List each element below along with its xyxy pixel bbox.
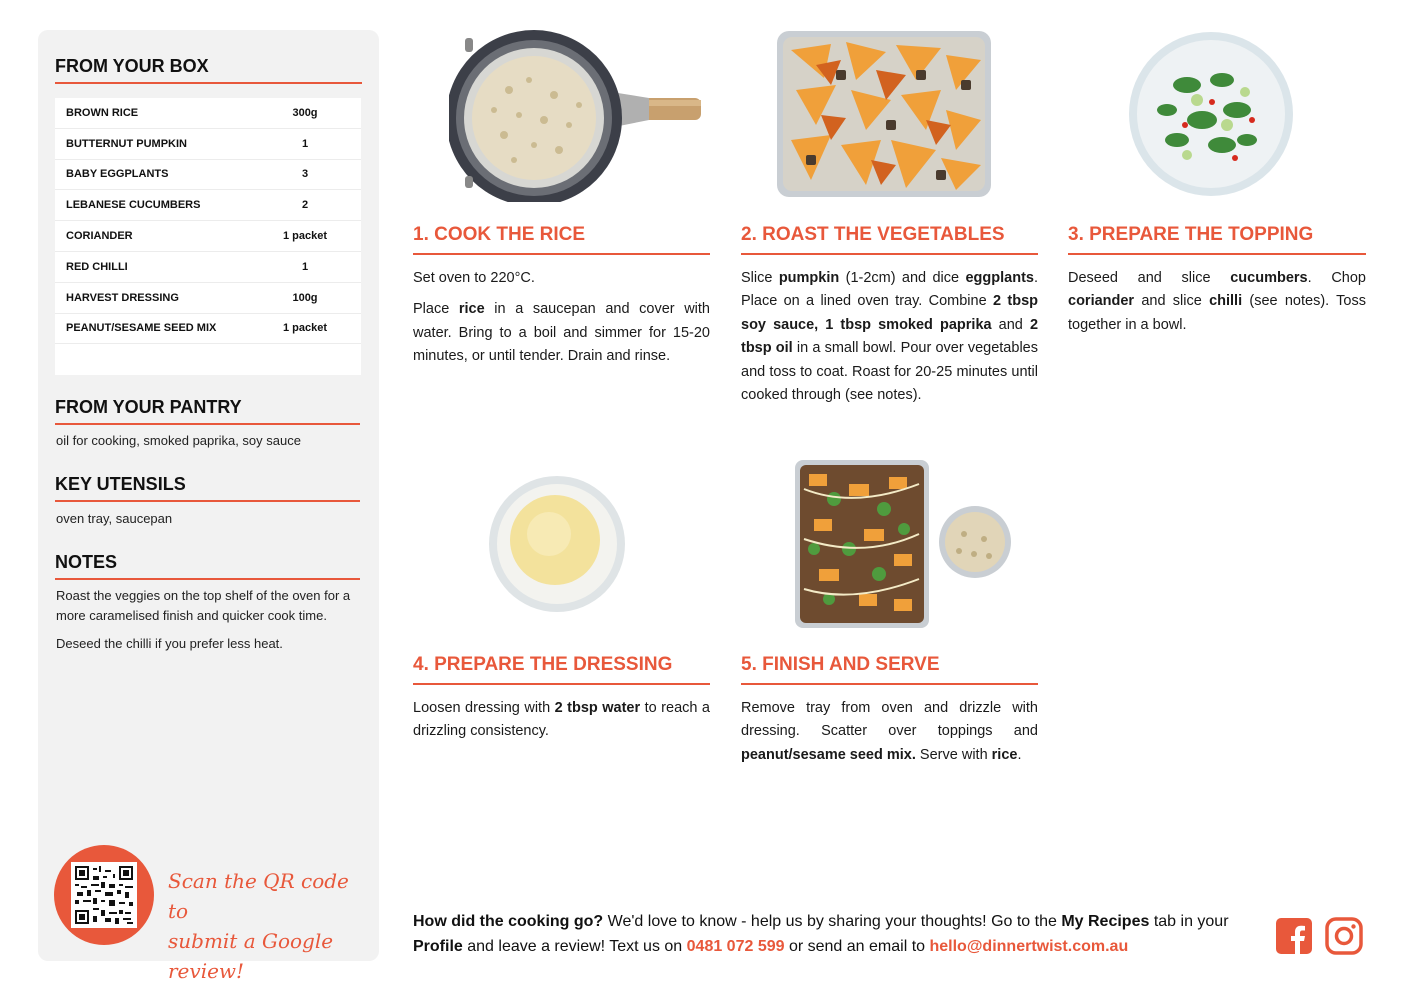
from-your-box-heading: FROM YOUR BOX (55, 56, 209, 76)
step-4-para-1: Loosen dressing with 2 tbsp water to reach a drizzling consistency. (413, 700, 710, 740)
step-1-para-2: Place rice in a saucepan and cover with water. Bring to a boil and simmer for 15-20 minutes, or until tender. Drain and rinse. (413, 301, 711, 365)
finished-dish-image (794, 459, 1014, 629)
step-4-body (413, 697, 710, 752)
qr-caption (168, 866, 368, 986)
email-link[interactable]: hello@dinnertwist.com.au (929, 938, 1129, 955)
ingredient-row (55, 160, 361, 191)
step-5-title: 5. FINISH AND SERVE (741, 654, 940, 675)
footer-text: or send an email to (784, 938, 930, 955)
footer-text: and leave a review! Text us on (462, 938, 687, 955)
heading-rule (55, 578, 360, 580)
ingredient-name: BROWN RICE (66, 106, 139, 119)
step-5-para-1: Remove tray from oven and drizzle with dressing. Scatter over toppings and peanut/sesame seed mix. Serve with rice. (741, 700, 1038, 763)
heading-rule (55, 423, 360, 425)
pantry-heading: FROM YOUR PANTRY (55, 397, 242, 417)
notes-heading: NOTES (55, 552, 118, 572)
utensils-heading: KEY UTENSILS (55, 474, 186, 494)
dressing-bowl-image (487, 474, 627, 614)
footer-question: How did the cooking go? (413, 913, 604, 930)
footer-text: We'd love to know - help us by sharing your thoughts! Go to the (603, 913, 1062, 930)
qr-badge[interactable] (54, 845, 154, 945)
heading-rule (55, 500, 360, 502)
ingredient-name: CORIANDER (66, 230, 133, 243)
ingredient-row (55, 221, 361, 252)
step-rule (741, 253, 1038, 255)
step-1-para-1: Set oven to 220°C. (413, 270, 535, 286)
utensils-text: oven tray, saucepan (56, 511, 173, 526)
phone-link[interactable]: 0481 072 599 (686, 938, 785, 955)
ingredient-qty: 300g (292, 106, 318, 119)
step-rule (1068, 253, 1366, 255)
step-3-para-1: Deseed and slice cucumbers. Chop coriander and slice chilli (see notes). Toss together in a bowl. (1068, 270, 1366, 333)
ingredient-qty: 1 (301, 260, 309, 273)
heading-rule (55, 82, 362, 84)
ingredient-name: PEANUT/SESAME SEED MIX (66, 322, 217, 335)
ingredient-row (55, 283, 361, 314)
ingredient-row (55, 190, 361, 221)
facebook-icon[interactable] (1275, 917, 1313, 955)
ingredient-name: RED CHILLI (66, 260, 128, 273)
ingredient-row (55, 129, 361, 160)
ingredient-row (55, 98, 361, 129)
step-4-title: 4. PREPARE THE DRESSING (413, 654, 673, 675)
ingredient-name: LEBANESE CUCUMBERS (66, 199, 201, 212)
my-recipes-link[interactable]: My Recipes (1061, 913, 1150, 930)
ingredient-row (55, 252, 361, 283)
footer-text: tab in your (1149, 913, 1229, 930)
step-3-title: 3. PREPARE THE TOPPING (1068, 224, 1314, 245)
ingredient-qty: 1 (301, 137, 309, 150)
ingredient-name: BUTTERNUT PUMPKIN (66, 137, 187, 150)
ingredient-qty: 1 packet (282, 322, 328, 335)
ingredient-name: BABY EGGPLANTS (66, 168, 169, 181)
qr-caption-line: submit a Google review! (168, 929, 334, 983)
note-2: Deseed the chilli if you prefer less heat. (56, 636, 283, 651)
ingredient-qty: 2 (301, 199, 309, 212)
step-2-para-1: Slice pumpkin (1-2cm) and dice eggplants. Place on a lined oven tray. Combine 2 tbsp soy sauce, 1 tbsp smoked paprika and 2 tbsp oil in a small bowl. Pour over vegetables and toss to coat. Roast for 20-25 minutes until cooked through (see notes). (741, 270, 1039, 404)
note-1: Roast the veggies on the top shelf of the oven for a more caramelised finish and quicker cook time. (56, 588, 351, 623)
step-3-body (1068, 267, 1366, 345)
review-footer (413, 909, 1263, 959)
step-5-body (741, 697, 1038, 775)
sidebar-panel (38, 30, 379, 983)
qr-caption-line: Scan the QR code to (168, 869, 349, 923)
topping-bowl-image (1127, 30, 1295, 198)
ingredient-qty: 3 (301, 168, 309, 181)
rice-sieve-image (449, 30, 704, 202)
step-rule (741, 683, 1038, 685)
step-rule (413, 253, 710, 255)
roast-vegetables-image (776, 30, 992, 198)
step-rule (413, 683, 710, 685)
instagram-icon[interactable] (1325, 917, 1363, 955)
ingredient-name: HARVEST DRESSING (66, 291, 179, 304)
ingredient-qty: 100g (292, 291, 318, 304)
ingredient-qty: 1 packet (282, 230, 328, 243)
ingredient-row (55, 314, 361, 345)
step-1-title: 1. COOK THE RICE (413, 224, 586, 245)
step-2-title: 2. ROAST THE VEGETABLES (741, 224, 1005, 245)
step-1-body (413, 267, 710, 377)
ingredients-table (55, 98, 361, 375)
step-2-body (741, 267, 1038, 415)
pantry-text: oil for cooking, smoked paprika, soy sauce (56, 433, 301, 448)
profile-link[interactable]: Profile (413, 938, 463, 955)
qr-code-icon[interactable] (71, 862, 137, 928)
